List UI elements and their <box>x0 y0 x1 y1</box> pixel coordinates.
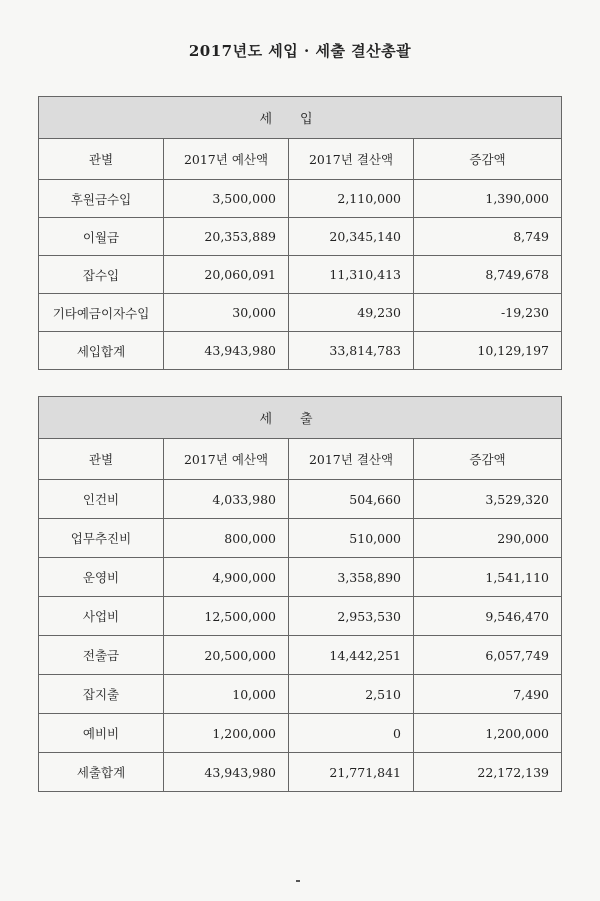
column-header-diff: 증감액 <box>414 439 562 480</box>
settlement-cell: 49,230 <box>289 294 414 332</box>
row-label: 전출금 <box>39 636 164 675</box>
table-row <box>39 714 562 753</box>
settlement-cell: 20,345,140 <box>289 218 414 256</box>
settlement-cell: 33,814,783 <box>289 332 414 370</box>
table-row <box>39 558 562 597</box>
table-row <box>39 480 562 519</box>
table-row <box>39 753 562 792</box>
income-column-header-row <box>39 139 562 180</box>
table-row <box>39 294 562 332</box>
budget-cell: 20,060,091 <box>164 256 289 294</box>
budget-cell: 4,900,000 <box>164 558 289 597</box>
scan-speck <box>296 880 300 882</box>
diff-cell: -19,230 <box>414 294 562 332</box>
income-section-header: 세입 <box>39 97 562 139</box>
table-row <box>39 636 562 675</box>
diff-cell: 22,172,139 <box>414 753 562 792</box>
table-row <box>39 256 562 294</box>
diff-cell: 8,749 <box>414 218 562 256</box>
diff-cell: 6,057,749 <box>414 636 562 675</box>
table-row <box>39 597 562 636</box>
row-label: 이월금 <box>39 218 164 256</box>
column-header-settlement: 2017년 결산액 <box>289 139 414 180</box>
budget-cell: 1,200,000 <box>164 714 289 753</box>
budget-cell: 800,000 <box>164 519 289 558</box>
settlement-cell: 11,310,413 <box>289 256 414 294</box>
settlement-cell: 21,771,841 <box>289 753 414 792</box>
table-row <box>39 180 562 218</box>
budget-cell: 4,033,980 <box>164 480 289 519</box>
diff-cell: 8,749,678 <box>414 256 562 294</box>
budget-cell: 10,000 <box>164 675 289 714</box>
column-header-category: 관별 <box>39 139 164 180</box>
row-label: 인건비 <box>39 480 164 519</box>
budget-cell: 43,943,980 <box>164 753 289 792</box>
settlement-cell: 2,953,530 <box>289 597 414 636</box>
settlement-cell: 2,510 <box>289 675 414 714</box>
settlement-cell: 0 <box>289 714 414 753</box>
row-label: 운영비 <box>39 558 164 597</box>
column-header-diff: 증감액 <box>414 139 562 180</box>
row-label: 사업비 <box>39 597 164 636</box>
row-label: 후원금수입 <box>39 180 164 218</box>
diff-cell: 1,541,110 <box>414 558 562 597</box>
budget-cell: 20,500,000 <box>164 636 289 675</box>
column-header-category: 관별 <box>39 439 164 480</box>
settlement-cell: 510,000 <box>289 519 414 558</box>
budget-cell: 30,000 <box>164 294 289 332</box>
diff-cell: 1,390,000 <box>414 180 562 218</box>
expense-section-header: 세출 <box>39 397 562 439</box>
income-rows <box>39 180 562 370</box>
table-row <box>39 675 562 714</box>
budget-cell: 43,943,980 <box>164 332 289 370</box>
expense-column-header-row <box>39 439 562 480</box>
diff-cell: 10,129,197 <box>414 332 562 370</box>
row-label: 세입합계 <box>39 332 164 370</box>
row-label: 잡지출 <box>39 675 164 714</box>
column-header-budget: 2017년 예산액 <box>164 139 289 180</box>
income-table <box>38 96 562 370</box>
diff-cell: 9,546,470 <box>414 597 562 636</box>
diff-cell: 290,000 <box>414 519 562 558</box>
settlement-cell: 2,110,000 <box>289 180 414 218</box>
table-row <box>39 519 562 558</box>
row-label: 세출합계 <box>39 753 164 792</box>
diff-cell: 1,200,000 <box>414 714 562 753</box>
settlement-cell: 504,660 <box>289 480 414 519</box>
expense-table <box>38 396 562 792</box>
table-row <box>39 332 562 370</box>
row-label: 잡수입 <box>39 256 164 294</box>
diff-cell: 7,490 <box>414 675 562 714</box>
budget-cell: 20,353,889 <box>164 218 289 256</box>
budget-cell: 12,500,000 <box>164 597 289 636</box>
settlement-cell: 3,358,890 <box>289 558 414 597</box>
row-label: 예비비 <box>39 714 164 753</box>
column-header-settlement: 2017년 결산액 <box>289 439 414 480</box>
row-label: 기타예금이자수입 <box>39 294 164 332</box>
page-title: 2017년도 세입 · 세출 결산총괄 <box>188 42 412 60</box>
settlement-cell: 14,442,251 <box>289 636 414 675</box>
expense-rows <box>39 480 562 792</box>
table-row <box>39 218 562 256</box>
row-label: 업무추진비 <box>39 519 164 558</box>
budget-cell: 3,500,000 <box>164 180 289 218</box>
column-header-budget: 2017년 예산액 <box>164 439 289 480</box>
diff-cell: 3,529,320 <box>414 480 562 519</box>
